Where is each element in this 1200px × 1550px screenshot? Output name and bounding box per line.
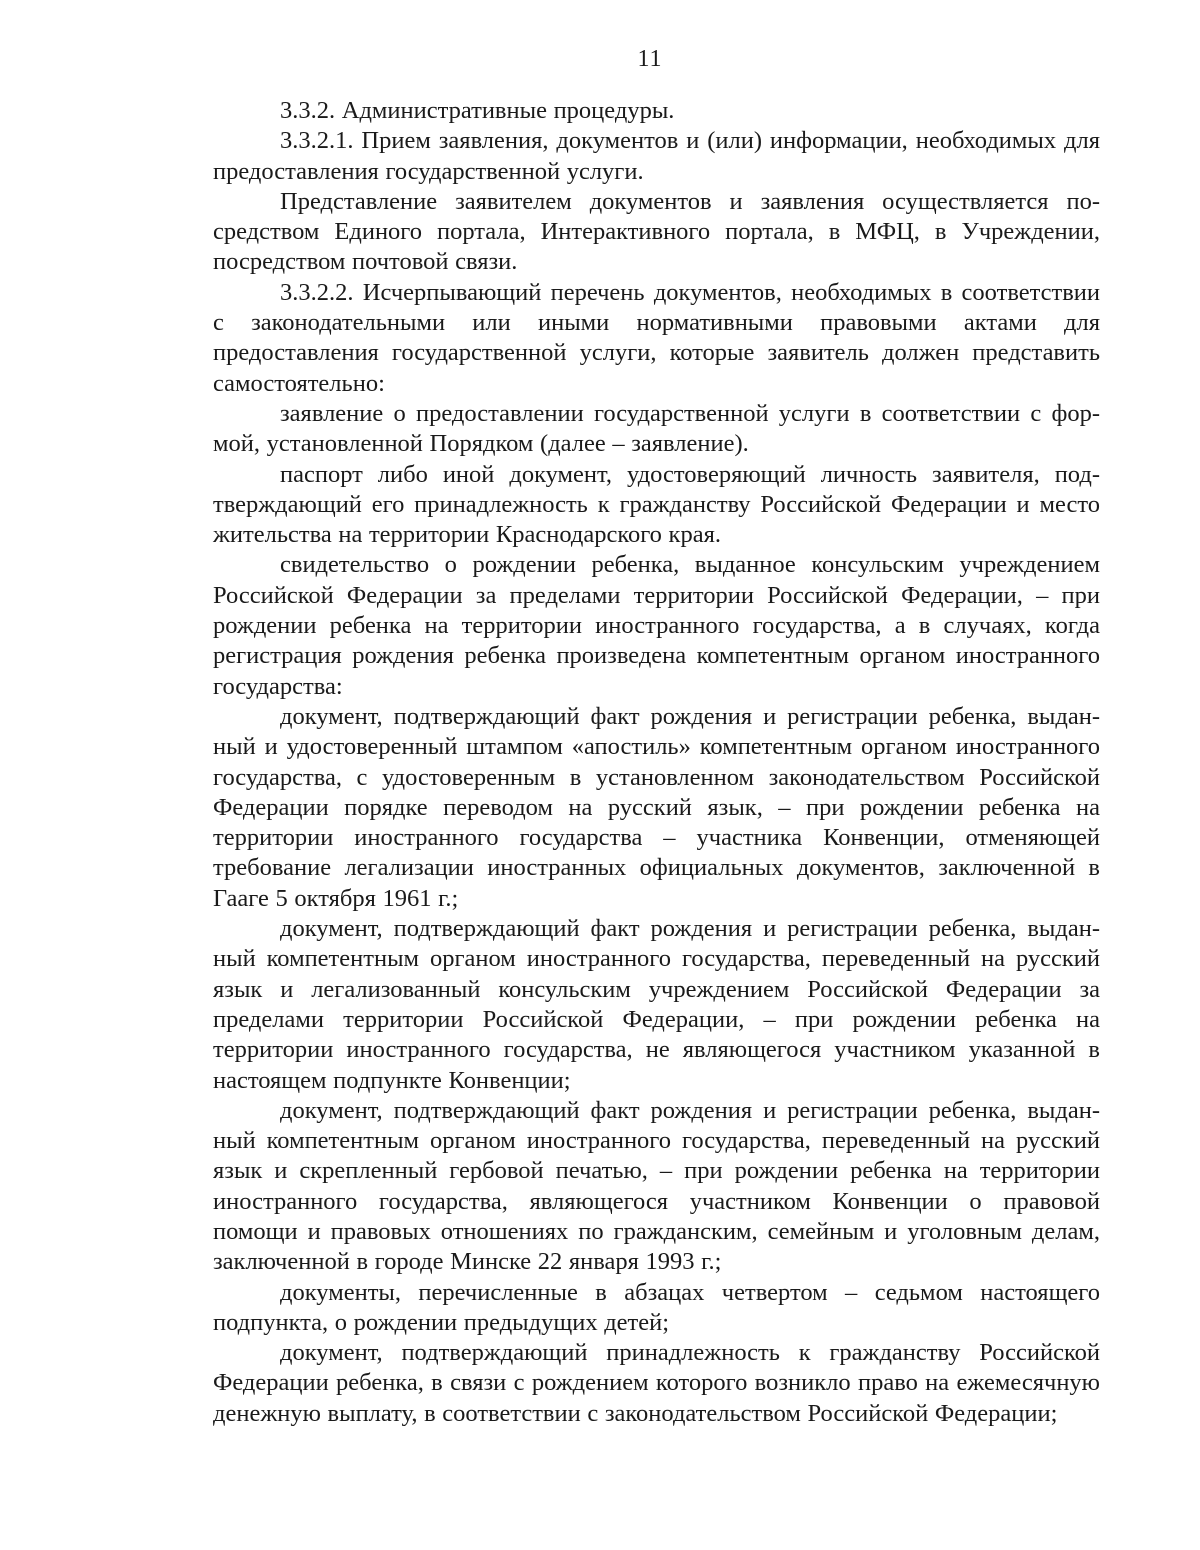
paragraph-legalized-document: документ, подтверждающий факт рождения и регистрации ребенка, выданный компетентным органом иностранного государства, переведенный на русский язык и легализованный консульским учреждением Российской Федерации за пределами территории Российской Федерации, – при рождении ребенка на территории иностранного государства, не являющегося участником указанной в настоящем подпункте Конвенции;	[213, 915, 1100, 1094]
paragraph-passport: паспорт либо иной документ, удостоверяющий личность заявителя, подтверждающий его принадлежность к гражданству Российской Федерации и место жительства на территории Краснодарского края.	[213, 460, 1100, 549]
paragraph-section-heading: 3.3.2. Административные процедуры.	[280, 97, 675, 124]
paragraph-sealed-document: документ, подтверждающий факт рождения и регистрации ребенка, выданный компетентным органом иностранного государства, переведенный на русский язык и скрепленный гербовой печатью, – при рождении ребенка на территории иностранного государства, являющегося участником Конвенции о правовой помощи и правовых отношениях по гражданским, семейным и уголовным делам, заключенной в городе Минске 22 января 1993 г.;	[213, 1096, 1100, 1276]
paragraph-previous-children: документы, перечисленные в абзацах четвертом – седьмом настоящего подпункта, о рождении предыдущих детей;	[213, 1278, 1100, 1336]
paragraph-application: заявление о предоставлении государственной услуги в соответствии с формой, установленной Порядком (далее – заявление).	[213, 399, 1100, 458]
paragraph-citizenship-document: документ, подтверждающий принадлежность к гражданству Российской Федерации ребенка, в связи с рождением которого возникло право на ежемесячную денежную выплату, в соответствии с законодательством Российской Федерации;	[213, 1339, 1100, 1427]
paragraph-submission-methods: Представление заявителем документов и заявления осуществляется посредством Единого портала, Интерактивного портала, в МФЦ, в Учреждении, посредством почтовой связи.	[213, 187, 1100, 276]
page-number: 11	[637, 46, 663, 72]
document-body	[213, 96, 1100, 1429]
paragraph-birth-certificate: свидетельство о рождении ребенка, выданное консульским учреждением Российской Федерации за пределами территории Российской Федерации, – при рождении ребенка на территории иностранного государства, а в случаях, когда регистрация рождения ребенка произведена компетентным органом иностранного государства:	[213, 551, 1100, 700]
paragraph-subsection-3-3-2-1: 3.3.2.1. Прием заявления, документов и (или) информации, необходимых для предоставления государственной услуги.	[213, 127, 1100, 185]
paragraph-apostille-document: документ, подтверждающий факт рождения и регистрации ребенка, выданный и удостоверенный штампом «апостиль» компетентным органом иностранного государства, с удостоверенным в установленном законодательством Российской Федерации порядке переводом на русский язык, – при рождении ребенка на территории иностранного государства – участника Конвенции, отменяющей требование легализации иностранных официальных документов, заключенной в Гааге 5 октября 1961 г.;	[213, 702, 1100, 912]
paragraph-subsection-3-3-2-2: 3.3.2.2. Исчерпывающий перечень документов, необходимых в соответствии с законодательными или иными нормативными правовыми актами для предоставления государственной услуги, которые заявитель должен представить самостоятельно:	[213, 278, 1100, 397]
